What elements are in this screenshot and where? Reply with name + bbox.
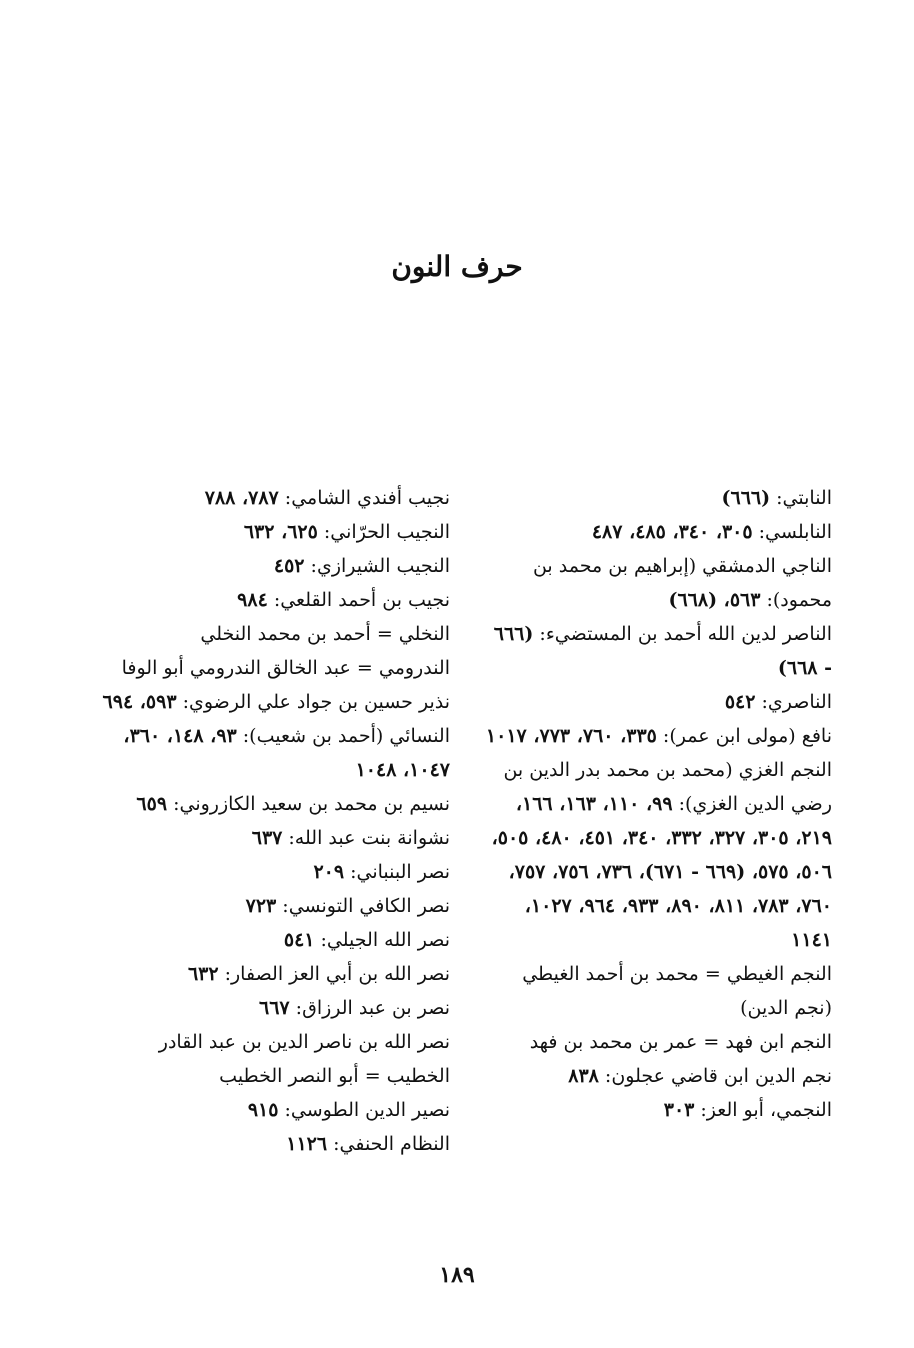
index-entry <box>482 719 832 753</box>
index-entry <box>100 549 450 583</box>
entry-page-refs: ٦٣٧ <box>251 827 283 849</box>
entry-heading: نجم الدين ابن قاضي عجلون: <box>598 1065 832 1087</box>
index-entry <box>100 651 450 685</box>
entry-page-refs: ٣٣٥، ٧٦٠، ٧٧٣، ١٠١٧ <box>485 725 657 747</box>
entry-page-refs: ٢٠٩ <box>313 861 345 883</box>
entry-heading: الندرومي = عبد الخالق الندرومي أبو الوفا <box>121 657 450 679</box>
index-entry <box>100 617 450 651</box>
entry-heading: النجيب الشيرازي: <box>304 555 450 577</box>
entry-heading: الناجي الدمشقي (إبراهيم بن محمد بن محمود): <box>532 555 832 611</box>
entry-page-refs: ٩٨٤ <box>237 589 268 611</box>
entry-page-refs: ٣٠٥، ٣٤٠، ٤٨٥، ٤٨٧ <box>591 521 753 543</box>
entry-heading: نصر الله الجيلي: <box>314 929 450 951</box>
entry-heading: النجيب الحرّاني: <box>317 521 450 543</box>
entry-page-refs: ٦٥٩ <box>136 793 168 815</box>
entry-heading: نصر البنباني: <box>344 861 450 883</box>
entry-heading: النجم الغزي (محمد بن محمد بدر الدين بن رضي الدين الغزي): <box>503 759 832 815</box>
index-entry <box>100 923 450 957</box>
entry-heading: نشوانة بنت عبد الله: <box>282 827 450 849</box>
entry-page-refs: ٧٢٣ <box>245 895 277 917</box>
index-entry <box>100 821 450 855</box>
index-entry <box>482 753 832 957</box>
index-entry <box>100 855 450 889</box>
index-entry <box>100 685 450 719</box>
index-column-left <box>100 481 450 1161</box>
entry-heading: النسائي (أحمد بن شعيب): <box>236 725 450 747</box>
index-entry <box>482 1059 832 1093</box>
index-entry <box>100 1025 450 1093</box>
entry-heading: النجم ابن فهد = عمر بن محمد بن فهد <box>529 1031 832 1053</box>
index-entry <box>482 685 832 719</box>
entry-heading: نسيم بن محمد بن سعيد الكازروني: <box>167 793 450 815</box>
entry-page-refs: ٥٦٣، (٦٦٨) <box>668 589 761 611</box>
index-entry <box>482 481 832 515</box>
entry-heading: نجيب بن أحمد القلعي: <box>267 589 450 611</box>
index-entry <box>482 1093 832 1127</box>
entry-heading: نصير الدين الطوسي: <box>278 1099 450 1121</box>
index-entry <box>100 583 450 617</box>
entry-page-refs: ٩٣، ١٤٨، ٣٦٠، ١٠٤٧، ١٠٤٨ <box>123 725 450 781</box>
page-number: ١٨٩ <box>439 1262 475 1288</box>
entry-heading: نصر بن عبد الرزاق: <box>289 997 450 1019</box>
entry-page-refs: ١١٢٦ <box>286 1133 328 1155</box>
entry-page-refs: ٩١٥ <box>247 1099 279 1121</box>
index-entry <box>482 957 832 1025</box>
section-title: حرف النون <box>391 250 523 283</box>
entry-page-refs: ٣٠٣ <box>663 1099 695 1121</box>
index-entry <box>100 515 450 549</box>
entry-heading: النجمي، أبو العز: <box>694 1099 832 1121</box>
entry-page-refs: ٥٤٢ <box>724 691 756 713</box>
entry-heading: النابتي: <box>770 487 832 509</box>
entry-heading: نافع (مولى ابن عمر): <box>656 725 832 747</box>
entry-page-refs: ٩٩، ١١٠، ١٦٣، ١٦٦، ٢١٩، ٣٠٥، ٣٢٧، ٣٣٢، ٣٤٠، ٤٥١، ٤٨٠، ٥٠٥، ٥٠٦، ٥٧٥، (٦٦٩ - ٦٧١)، ٧٣٦، ٧٥٦، ٧٥٧، ٧٦٠، ٧٨٣، ٨١١، ٨٩٠، ٩٣٣، ٩٦٤، ١٠٢٧، ١١٤١ <box>491 793 832 951</box>
entry-page-refs: ٨٣٨ <box>568 1065 599 1087</box>
entry-page-refs: ٦٢٥، ٦٣٢ <box>243 521 318 543</box>
index-entry <box>100 991 450 1025</box>
index-entry <box>100 481 450 515</box>
entry-page-refs: ٦٣٢ <box>187 963 219 985</box>
index-entry <box>100 719 450 787</box>
index-entry <box>482 1025 832 1059</box>
index-entry <box>482 617 832 685</box>
entry-page-refs: (٦٦٦) <box>721 487 771 509</box>
entry-page-refs: ٦٦٧ <box>259 997 290 1019</box>
entry-page-refs: ٥٤١ <box>283 929 315 951</box>
index-entry <box>100 1127 450 1161</box>
entry-page-refs: ٤٥٢ <box>273 555 305 577</box>
entry-page-refs: (٦٦٦ - ٦٦٨) <box>493 623 832 679</box>
entry-heading: نذير حسين بن جواد علي الرضوي: <box>176 691 450 713</box>
index-entry <box>100 889 450 923</box>
entry-heading: النخلي = أحمد بن محمد النخلي <box>200 623 450 645</box>
entry-heading: نصر الكافي التونسي: <box>276 895 450 917</box>
entry-page-refs: ٥٩٣، ٦٩٤ <box>102 691 177 713</box>
index-column-right <box>482 481 832 1127</box>
entry-heading: نصر الله بن أبي العز الصفار: <box>218 963 450 985</box>
entry-heading: النابلسي: <box>752 521 832 543</box>
entry-heading: الناصر لدين الله أحمد بن المستضيء: <box>533 623 832 645</box>
index-entry <box>100 957 450 991</box>
entry-heading: نصر الله بن ناصر الدين بن عبد القادر الخطيب = أبو النصر الخطيب <box>158 1031 450 1087</box>
index-entry <box>482 549 832 617</box>
index-entry <box>100 787 450 821</box>
entry-heading: نجيب أفندي الشامي: <box>278 487 450 509</box>
entry-heading: النظام الحنفي: <box>327 1133 450 1155</box>
entry-page-refs: ٧٨٧، ٧٨٨ <box>204 487 279 509</box>
entry-heading: الناصري: <box>755 691 832 713</box>
index-entry <box>100 1093 450 1127</box>
index-entry <box>482 515 832 549</box>
entry-heading: النجم الغيطي = محمد بن أحمد الغيطي (نجم الدين) <box>522 963 832 1019</box>
